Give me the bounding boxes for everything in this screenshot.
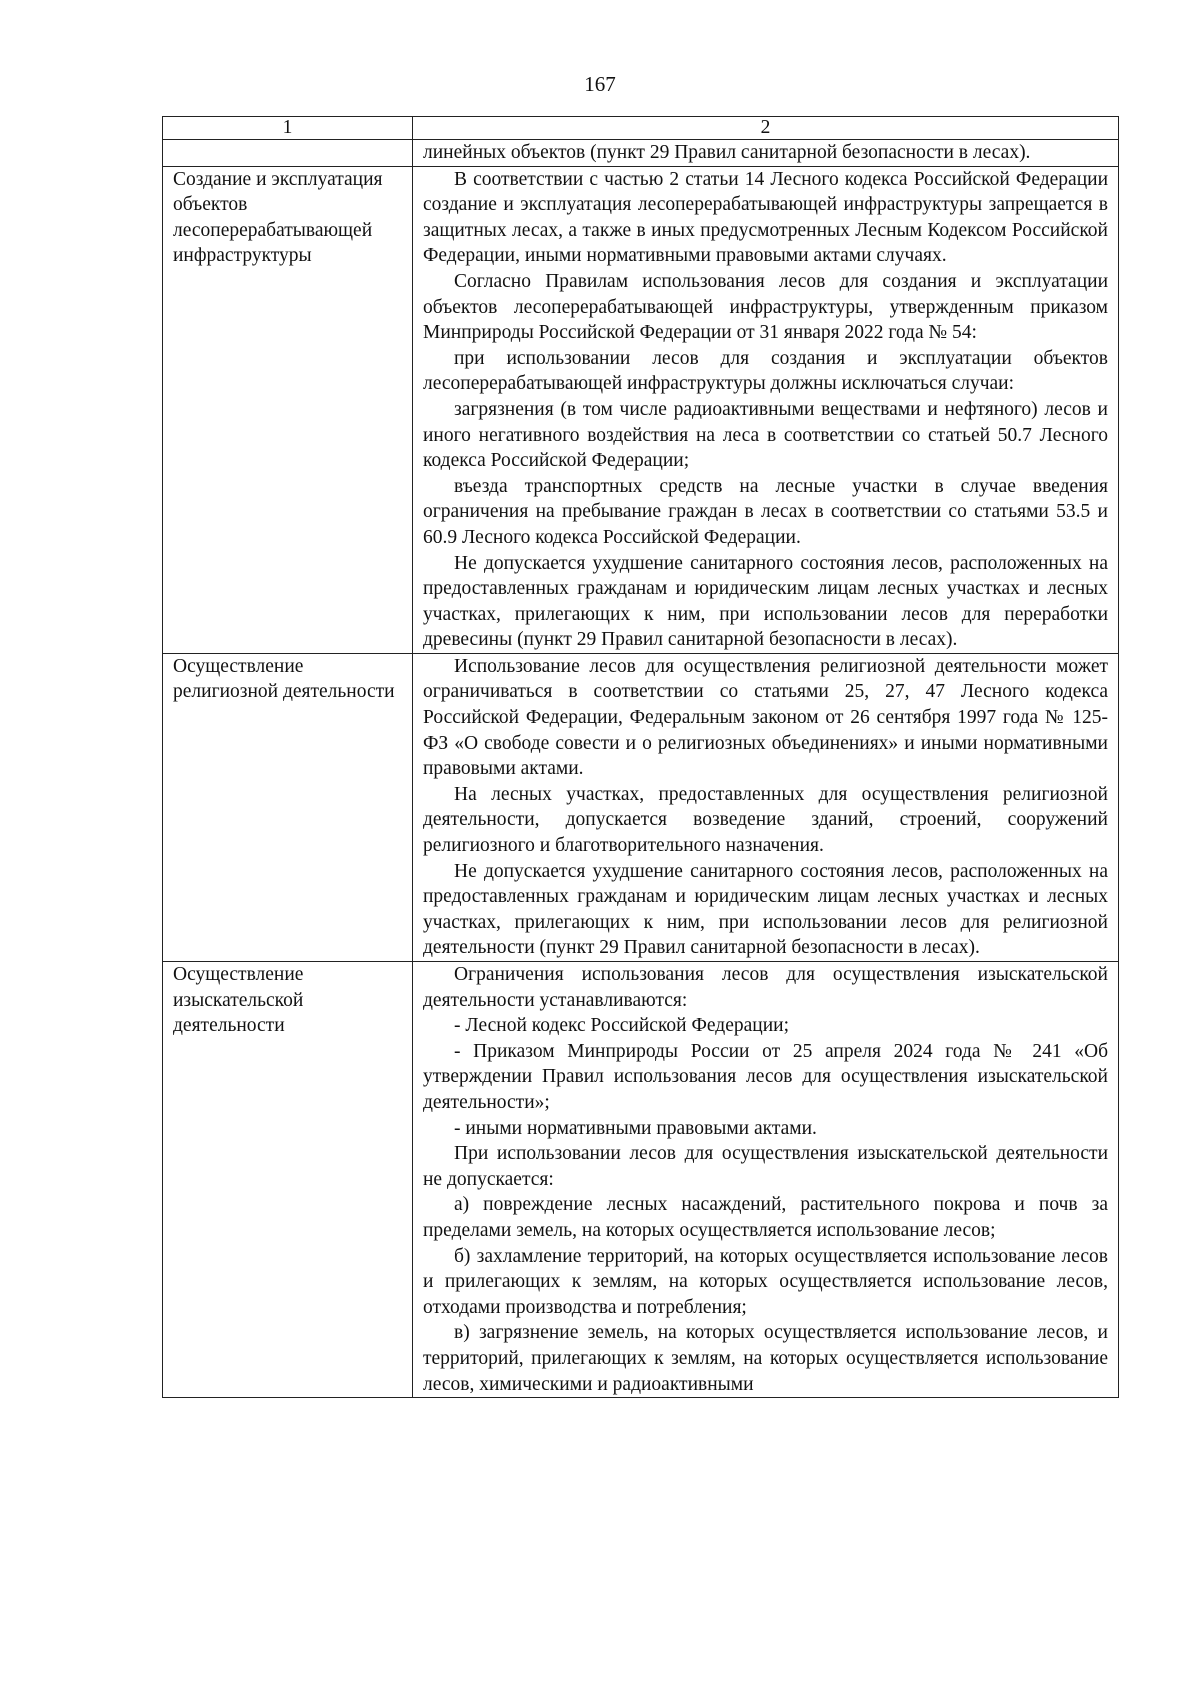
regulation-table <box>162 116 1119 1398</box>
table-row <box>163 962 1119 1398</box>
activity-name-cell: Осуществление изыскательской деятельности <box>163 962 413 1398</box>
restrictions-cell <box>413 653 1119 961</box>
paragraph: В соответствии с частью 2 статьи 14 Лесного кодекса Российской Федерации создание и эксплуатация лесоперерабатывающей инфраструктуры запрещается в защитных лесах, а также в иных предусмотренных Лесным Кодексом Российской Федерации, иными нормативными правовыми актами случаях. <box>423 168 1108 267</box>
paragraph: Согласно Правилам использования лесов для создания и эксплуатации объектов лесоперерабатывающей инфраструктуры, утвержденным приказом Минприроды Российской Федерации от 31 января 2022 года № 54: <box>423 270 1108 344</box>
paragraph: Использование лесов для осуществления религиозной деятельности может ограничиваться в соответствии со статьями 25, 27, 47 Лесного кодекса Российской Федерации, Федеральным законом от 26 сентября 1997 года № 125-ФЗ «О свободе совести и о религиозных объединениях» и иными нормативными правовыми актами. <box>423 655 1108 780</box>
restrictions-cell <box>413 166 1119 653</box>
paragraph: загрязнения (в том числе радиоактивными веществами и нефтяного) лесов и иного негативного воздействия на леса в соответствии со статьей 50.7 Лесного кодекса Российской Федерации; <box>423 398 1108 472</box>
paragraph: в) загрязнение земель, на которых осуществляется использование лесов, и территорий, прилегающих к землям, на которых осуществляется использование лесов, химическими и радиоактивными <box>423 1322 1108 1395</box>
paragraph: Ограничения использования лесов для осуществления изыскательской деятельности устанавливаются: <box>423 964 1108 1011</box>
paragraph: - Приказом Минприроды России от 25 апреля 2024 года № 241 «Об утверждении Правил использования лесов для осуществления изыскательской деятельности»; <box>423 1040 1108 1113</box>
page-number: 167 <box>584 72 616 96</box>
column-header-1: 1 <box>163 117 413 140</box>
paragraph: На лесных участках, предоставленных для осуществления религиозной деятельности, допускается возведение зданий, строений, сооружений религиозного и благотворительного назначения. <box>423 783 1108 857</box>
paragraph: - Лесной кодекс Российской Федерации; <box>454 1015 790 1037</box>
table-row <box>163 166 1119 653</box>
paragraph: Не допускается ухудшение санитарного состояния лесов, расположенных на предоставленных гражданам и юридическим лицам лесных участках и лесных участках, прилегающих к ним, при использовании лесов для переработки древесины (пункт 29 Правил санитарной безопасности в лесах). <box>423 552 1108 651</box>
table-row <box>163 653 1119 961</box>
paragraph: Не допускается ухудшение санитарного состояния лесов, расположенных на предоставленных гражданам и юридическим лицам лесных участках и лесных участках, прилегающих к ним, при использовании лесов для религиозной деятельности (пункт 29 Правил санитарной безопасности в лесах). <box>423 860 1108 959</box>
paragraph: При использовании лесов для осуществления изыскательской деятельности не допускается: <box>423 1143 1108 1190</box>
table-header-row <box>163 117 1119 140</box>
activity-name-cell: Создание и эксплуатация объектов лесоперерабатывающей инфраструктуры <box>163 166 413 653</box>
paragraph: - иными нормативными правовыми актами. <box>454 1117 817 1139</box>
activity-name-cell <box>163 140 413 167</box>
restrictions-cell <box>413 962 1119 1398</box>
table-row <box>163 140 1119 167</box>
paragraph: при использовании лесов для создания и эксплуатации объектов лесоперерабатывающей инфраструктуры должны исключаться случаи: <box>423 347 1108 395</box>
paragraph: б) захламление территорий, на которых осуществляется использование лесов и прилегающих к землям, на которых осуществляется использование лесов, отходами производства и потребления; <box>423 1245 1108 1318</box>
activity-name-cell: Осуществление религиозной деятельности <box>163 653 413 961</box>
column-header-2: 2 <box>413 117 1119 140</box>
paragraph: въезда транспортных средств на лесные участки в случае введения ограничения на пребывание граждан в лесах в соответствии со статьями 53.5 и 60.9 Лесного кодекса Российской Федерации. <box>423 475 1108 548</box>
paragraph: а) повреждение лесных насаждений, растительного покрова и почв за пределами земель, на которых осуществляется использование лесов; <box>423 1194 1108 1241</box>
restrictions-cell <box>413 140 1119 167</box>
paragraph: линейных объектов (пункт 29 Правил санитарной безопасности в лесах). <box>423 142 1031 163</box>
